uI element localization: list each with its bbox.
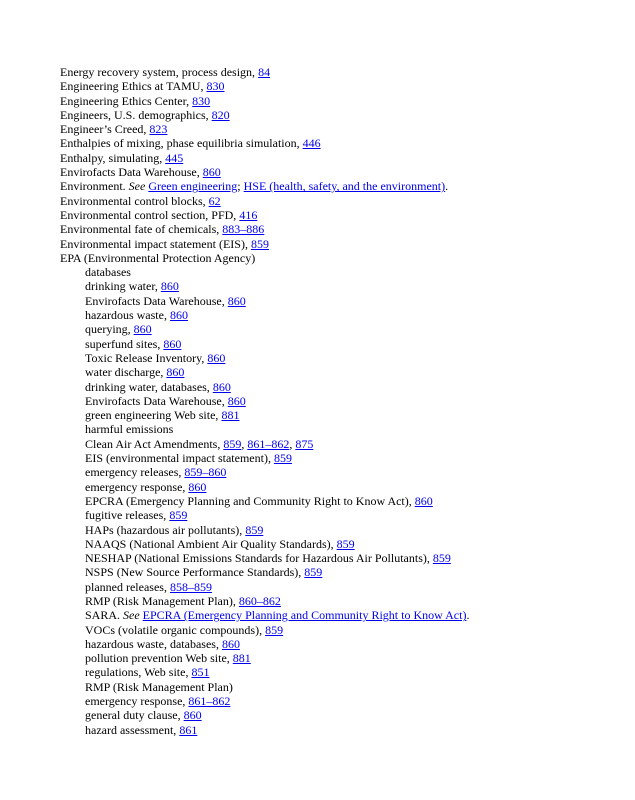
- ref-separator: ;: [237, 179, 244, 194]
- index-subentry: [60, 651, 620, 665]
- index-entry: [60, 222, 620, 236]
- ref-separator: ,: [289, 436, 296, 451]
- index-subentry: [60, 594, 620, 608]
- page-ref-link[interactable]: 859: [245, 522, 264, 537]
- index-term: pollution prevention Web site,: [85, 651, 233, 666]
- index-entry: [60, 237, 620, 251]
- index-term: querying,: [85, 322, 134, 337]
- index-subentry: [60, 265, 620, 279]
- index-subentry: [60, 422, 620, 436]
- index-term: Environmental control section, PFD,: [60, 207, 240, 222]
- index-term: general duty clause,: [85, 708, 184, 723]
- index-term: superfund sites,: [85, 336, 164, 351]
- index-term: Engineer’s Creed,: [60, 122, 150, 137]
- see-label: See: [128, 179, 146, 194]
- index-term: fugitive releases,: [85, 508, 170, 523]
- index-term: emergency releases,: [85, 465, 185, 480]
- index-entry: [60, 251, 620, 265]
- index-term: Environmental fate of chemicals,: [60, 222, 223, 237]
- index-term: Environmental impact statement (EIS),: [60, 236, 251, 251]
- index-entry: [60, 165, 620, 179]
- index-subentry: [60, 394, 620, 408]
- page-ref-link[interactable]: 860: [183, 708, 202, 723]
- page-ref-link[interactable]: 860: [166, 365, 185, 380]
- index-subentry: [60, 523, 620, 537]
- index-entry: [60, 108, 620, 122]
- index-list: [60, 65, 620, 737]
- index-subentry: [60, 537, 620, 551]
- page-ref-link[interactable]: 860: [414, 493, 433, 508]
- page-ref-link[interactable]: 860: [169, 308, 188, 323]
- index-entry: [60, 122, 620, 136]
- index-subentry: [60, 508, 620, 522]
- page-ref-link[interactable]: 859: [273, 451, 292, 466]
- index-term: EPCRA (Emergency Planning and Community Right to Know Act),: [85, 493, 415, 508]
- page-ref-link[interactable]: 851: [191, 665, 210, 680]
- page-ref-link[interactable]: 859–860: [184, 465, 227, 480]
- page-ref-link[interactable]: 859: [432, 551, 451, 566]
- index-term: emergency response,: [85, 479, 189, 494]
- page-ref-link[interactable]: 62: [208, 193, 221, 208]
- index-subentry: [60, 694, 620, 708]
- index-subentry: [60, 580, 620, 594]
- index-term: SARA.: [85, 608, 124, 623]
- page-ref-link[interactable]: 823: [149, 122, 168, 137]
- index-term: Enthalpies of mixing, phase equilibria simulation,: [60, 136, 303, 151]
- page-ref-link[interactable]: 445: [165, 150, 184, 165]
- page-ref-link[interactable]: 860: [160, 279, 179, 294]
- index-term: green engineering Web site,: [85, 408, 222, 423]
- index-subentry: [60, 565, 620, 579]
- index-term: HAPs (hazardous air pollutants),: [85, 522, 246, 537]
- page-ref-link[interactable]: 861–862: [247, 436, 290, 451]
- index-term: Energy recovery system, process design,: [60, 65, 259, 79]
- index-subentry: [60, 465, 620, 479]
- index-subentry: [60, 294, 620, 308]
- index-subentry: [60, 480, 620, 494]
- page-ref-link[interactable]: 860: [188, 479, 207, 494]
- page-ref-link[interactable]: 860: [227, 393, 246, 408]
- index-subentry: [60, 337, 620, 351]
- index-entry: [60, 65, 620, 79]
- index-subentry: [60, 437, 620, 451]
- page-ref-link[interactable]: 830: [192, 93, 211, 108]
- entry-tail: .: [466, 608, 470, 623]
- see-ref-link[interactable]: Green engineering: [148, 179, 238, 194]
- page-ref-link[interactable]: 859: [336, 536, 355, 551]
- page-ref-link[interactable]: 416: [239, 207, 258, 222]
- index-term: RMP (Risk Management Plan),: [85, 593, 239, 608]
- index-term: hazardous waste, databases,: [85, 636, 222, 651]
- index-term: water discharge,: [85, 365, 167, 380]
- index-term: hazard assessment,: [85, 722, 180, 737]
- index-entry: [60, 79, 620, 93]
- entry-tail: .: [445, 179, 449, 194]
- page-ref-link[interactable]: 860: [163, 336, 182, 351]
- index-term: Envirofacts Data Warehouse,: [60, 165, 203, 180]
- index-term: Envirofacts Data Warehouse,: [85, 393, 228, 408]
- index-term: EPA (Environmental Protection Agency): [60, 250, 256, 265]
- page-ref-link[interactable]: 859: [223, 436, 242, 451]
- index-term: harmful emissions: [85, 422, 174, 437]
- index-subentry: [60, 680, 620, 694]
- index-term: Engineers, U.S. demographics,: [60, 107, 212, 122]
- page-ref-link[interactable]: 859: [169, 508, 188, 523]
- index-page: [60, 65, 620, 737]
- page-ref-link[interactable]: 860: [221, 636, 240, 651]
- index-term: drinking water,: [85, 279, 161, 294]
- see-ref-link[interactable]: EPCRA (Emergency Planning and Community Right to Know Act): [142, 608, 467, 623]
- index-entry: [60, 151, 620, 165]
- index-entry: [60, 94, 620, 108]
- ref-separator: ,: [241, 436, 248, 451]
- index-subentry: [60, 608, 620, 622]
- index-subentry: [60, 494, 620, 508]
- page-ref-link[interactable]: 860: [227, 293, 246, 308]
- index-subentry: [60, 451, 620, 465]
- page-ref-link[interactable]: 860: [207, 350, 226, 365]
- index-term: Environment.: [60, 179, 129, 194]
- index-subentry: [60, 279, 620, 293]
- index-subentry: [60, 708, 620, 722]
- page-ref-link[interactable]: 859: [265, 622, 284, 637]
- index-term: Envirofacts Data Warehouse,: [85, 293, 228, 308]
- index-entry: [60, 179, 620, 193]
- index-subentry: [60, 351, 620, 365]
- page-ref-link[interactable]: 446: [302, 136, 321, 151]
- index-term: databases: [85, 265, 131, 280]
- index-term: Environmental control blocks,: [60, 193, 209, 208]
- page-ref-link[interactable]: 861–862: [188, 694, 231, 709]
- index-term: EIS (environmental impact statement),: [85, 451, 274, 466]
- index-subentry: [60, 623, 620, 637]
- index-subentry: [60, 551, 620, 565]
- page-ref-link[interactable]: 84: [258, 65, 271, 79]
- index-term: Toxic Release Inventory,: [85, 350, 208, 365]
- page-ref-link[interactable]: 860: [133, 322, 152, 337]
- page-ref-link[interactable]: 883–886: [222, 222, 265, 237]
- index-term: Engineering Ethics at TAMU,: [60, 79, 207, 94]
- index-term: NSPS (New Source Performance Standards),: [85, 565, 305, 580]
- page-ref-link[interactable]: 860: [212, 379, 231, 394]
- page-ref-link[interactable]: 881: [221, 408, 240, 423]
- page-ref-link[interactable]: 859: [304, 565, 323, 580]
- page-ref-link[interactable]: 858–859: [169, 579, 212, 594]
- index-subentry: [60, 665, 620, 679]
- index-term: emergency response,: [85, 694, 189, 709]
- index-subentry: [60, 308, 620, 322]
- index-entry: [60, 194, 620, 208]
- index-term: Engineering Ethics Center,: [60, 93, 193, 108]
- index-term: Clean Air Act Amendments,: [85, 436, 224, 451]
- index-entry: [60, 136, 620, 150]
- index-subentry: [60, 322, 620, 336]
- index-subentry: [60, 408, 620, 422]
- page-ref-link[interactable]: 875: [295, 436, 314, 451]
- index-term: NESHAP (National Emissions Standards for Hazardous Air Pollutants),: [85, 551, 433, 566]
- index-term: planned releases,: [85, 579, 170, 594]
- page-ref-link[interactable]: 881: [232, 651, 251, 666]
- index-term: NAAQS (National Ambient Air Quality Standards),: [85, 536, 337, 551]
- page-ref-link[interactable]: 860: [202, 165, 221, 180]
- page-ref-link[interactable]: 820: [211, 107, 230, 122]
- index-term: Enthalpy, simulating,: [60, 150, 166, 165]
- page-ref-link[interactable]: 861: [179, 722, 198, 737]
- index-term: hazardous waste,: [85, 308, 170, 323]
- index-subentry: [60, 637, 620, 651]
- index-term: RMP (Risk Management Plan): [85, 679, 233, 694]
- index-subentry: [60, 365, 620, 379]
- page-ref-link[interactable]: 859: [250, 236, 269, 251]
- index-subentry: [60, 723, 620, 737]
- index-term: drinking water, databases,: [85, 379, 213, 394]
- index-term: regulations, Web site,: [85, 665, 192, 680]
- page-ref-link[interactable]: 860–862: [238, 593, 281, 608]
- see-ref-link[interactable]: HSE (health, safety, and the environment): [243, 179, 446, 194]
- page-ref-link[interactable]: 830: [206, 79, 225, 94]
- index-entry: [60, 208, 620, 222]
- index-term: VOCs (volatile organic compounds),: [85, 622, 266, 637]
- see-label: See: [123, 608, 140, 623]
- index-subentry: [60, 380, 620, 394]
